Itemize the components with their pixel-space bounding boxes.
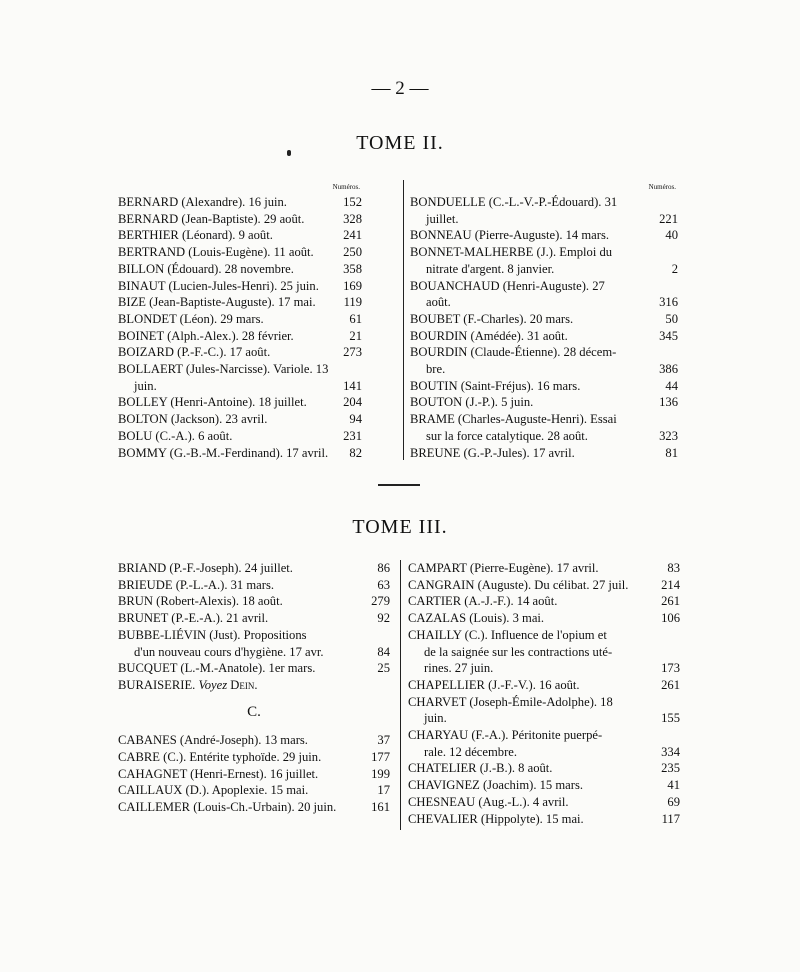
entry-number: 92 bbox=[377, 611, 390, 626]
index-entry bbox=[408, 593, 680, 610]
entry-number: 25 bbox=[377, 661, 390, 676]
index-entry bbox=[410, 311, 678, 328]
entry-name: CHAILLY (C.). Influence de l'opium et bbox=[408, 627, 607, 642]
tome-3-title: TOME III. bbox=[352, 516, 448, 538]
entry-name: CHAVIGNEZ (Joachim). 15 mars. bbox=[408, 778, 584, 793]
index-entry bbox=[410, 361, 678, 378]
entry-name: BOLLEY (Henri-Antoine). 18 juillet. bbox=[118, 395, 307, 410]
entry-name: juin. bbox=[424, 711, 447, 726]
index-entry bbox=[408, 627, 680, 644]
index-entry bbox=[408, 644, 680, 661]
entry-name: BOURDIN (Amédée). 31 août. bbox=[410, 328, 568, 343]
index-entry bbox=[118, 211, 362, 228]
entry-number bbox=[654, 694, 680, 711]
index-entry bbox=[118, 328, 362, 345]
tome-2-divider bbox=[403, 180, 404, 460]
entry-number: 173 bbox=[661, 661, 680, 676]
entry-name: BERTHIER (Léonard). 9 août. bbox=[118, 228, 273, 243]
entry-number: 199 bbox=[371, 766, 390, 781]
index-entry bbox=[118, 261, 362, 278]
entry-number: 94 bbox=[349, 412, 362, 427]
index-entry bbox=[118, 194, 362, 211]
entry-number: 386 bbox=[659, 362, 678, 377]
numeros-header: Numéros. bbox=[332, 183, 360, 191]
entry-name: BERTRAND (Louis-Eugène). 11 août. bbox=[118, 245, 314, 260]
index-entry bbox=[410, 211, 678, 228]
entry-name: BOUTON (J.-P.). 5 juin. bbox=[410, 395, 534, 410]
entry-number bbox=[654, 727, 680, 744]
index-entry bbox=[410, 428, 678, 445]
index-entry bbox=[118, 244, 362, 261]
index-entry bbox=[118, 411, 362, 428]
entry-name: CHATELIER (J.-B.). 8 août. bbox=[408, 761, 553, 776]
entry-number: 345 bbox=[659, 328, 678, 343]
index-entry bbox=[410, 194, 678, 211]
entry-name: BRUN (Robert-Alexis). 18 août. bbox=[118, 594, 283, 609]
index-entry bbox=[408, 760, 680, 777]
entry-number: 231 bbox=[343, 428, 362, 443]
index-entry bbox=[410, 394, 678, 411]
index-entry bbox=[410, 294, 678, 311]
index-entry bbox=[118, 732, 390, 749]
entry-name: rale. 12 décembre. bbox=[424, 744, 518, 759]
index-entry bbox=[408, 577, 680, 594]
entry-name: BOUANCHAUD (Henri-Auguste). 27 bbox=[410, 278, 605, 293]
index-entry bbox=[118, 782, 390, 799]
entry-name: BOMMY (G.-B.-M.-Ferdinand). 17 avril. bbox=[118, 445, 329, 460]
index-entry bbox=[408, 727, 680, 744]
index-entry bbox=[410, 445, 678, 462]
index-entry bbox=[118, 749, 390, 766]
entry-number: 83 bbox=[667, 561, 680, 575]
entry-name: BRIAND (P.-F.-Joseph). 24 juillet. bbox=[118, 561, 293, 575]
entry-name: CAMPART (Pierre-Eugène). 17 avril. bbox=[408, 561, 599, 575]
tome-3-right-column bbox=[408, 560, 680, 827]
entry-number: 177 bbox=[371, 750, 390, 765]
entry-name: BOINET (Alph.-Alex.). 28 février. bbox=[118, 328, 294, 343]
entry-name: bre. bbox=[426, 362, 446, 377]
page-number: — 2 — bbox=[371, 78, 429, 99]
entry-name: CABANES (André-Joseph). 13 mars. bbox=[118, 733, 308, 748]
entry-number: 117 bbox=[661, 811, 680, 826]
entry-number: 63 bbox=[377, 577, 390, 592]
entry-number: 261 bbox=[661, 677, 680, 692]
entry-name: BERNARD (Jean-Baptiste). 29 août. bbox=[118, 211, 305, 226]
index-entry bbox=[118, 311, 362, 328]
index-entry bbox=[408, 777, 680, 794]
entry-name: BOUBET (F.-Charles). 20 mars. bbox=[410, 311, 574, 326]
entry-name: BOLU (C.-A.). 6 août. bbox=[118, 428, 233, 443]
index-entry bbox=[408, 694, 680, 711]
entry-name: CANGRAIN (Auguste). Du célibat. 27 juil. bbox=[408, 577, 629, 592]
entry-number bbox=[652, 344, 678, 361]
numeros-header: Numéros. bbox=[648, 183, 676, 191]
entry-name: CHESNEAU (Aug.-L.). 4 avril. bbox=[408, 794, 569, 809]
entry-number: 241 bbox=[343, 228, 362, 243]
tome-3-divider bbox=[400, 560, 401, 830]
index-entry bbox=[408, 560, 680, 577]
index-entry bbox=[118, 361, 362, 378]
entry-number: 169 bbox=[343, 278, 362, 293]
index-entry bbox=[410, 227, 678, 244]
cross-reference: Dein. bbox=[227, 677, 258, 692]
entry-number: 214 bbox=[661, 577, 680, 592]
entry-name: BURAISERIE. Voyez Dein. bbox=[118, 677, 258, 692]
index-entry bbox=[408, 710, 680, 727]
entry-name: BINAUT (Lucien-Jules-Henri). 25 juin. bbox=[118, 278, 319, 293]
entry-name: juin. bbox=[134, 378, 157, 393]
section-c-heading: C. bbox=[247, 703, 261, 720]
index-entry bbox=[118, 344, 362, 361]
entry-number: 37 bbox=[377, 733, 390, 748]
entries-b bbox=[118, 560, 390, 694]
entry-number: 86 bbox=[377, 561, 390, 575]
entry-name: CAZALAS (Louis). 3 mai. bbox=[408, 611, 545, 626]
entry-name: CHARYAU (F.-A.). Péritonite puerpé- bbox=[408, 728, 603, 743]
index-entry bbox=[118, 577, 390, 594]
entry-name: BRUNET (P.-E.-A.). 21 avril. bbox=[118, 611, 269, 626]
entry-name: BONNET-MALHERBE (J.). Emploi du bbox=[410, 245, 613, 260]
index-entry bbox=[408, 794, 680, 811]
entry-name: BOIZARD (P.-F.-C.). 17 août. bbox=[118, 345, 271, 360]
entry-name: BIZE (Jean-Baptiste-Auguste). 17 mai. bbox=[118, 295, 316, 310]
index-entry bbox=[410, 244, 678, 261]
index-entry bbox=[408, 811, 680, 828]
entry-number: 17 bbox=[377, 783, 390, 798]
entry-name: BERNARD (Alexandre). 16 juin. bbox=[118, 195, 287, 209]
entry-name: sur la force catalytique. 28 août. bbox=[426, 428, 588, 443]
entry-number bbox=[654, 644, 680, 661]
entry-number: 235 bbox=[661, 761, 680, 776]
entry-number bbox=[652, 194, 678, 211]
index-entry bbox=[408, 660, 680, 677]
entry-name: BRIEUDE (P.-L.-A.). 31 mars. bbox=[118, 577, 275, 592]
index-entry bbox=[410, 344, 678, 361]
entry-name: BUBBE-LIÉVIN (Just). Propositions bbox=[118, 627, 307, 642]
index-entry bbox=[410, 261, 678, 278]
entry-number: 106 bbox=[661, 611, 680, 626]
index-entry bbox=[118, 560, 390, 577]
entry-number: 155 bbox=[661, 711, 680, 726]
entry-number bbox=[364, 627, 390, 644]
entry-name: CAILLEMER (Louis-Ch.-Urbain). 20 juin. bbox=[118, 800, 337, 815]
entry-name: BRAME (Charles-Auguste-Henri). Essai bbox=[410, 412, 617, 427]
entry-number bbox=[654, 627, 680, 644]
index-entry bbox=[408, 744, 680, 761]
index-entry bbox=[410, 328, 678, 345]
entry-name: BOUTIN (Saint-Fréjus). 16 mars. bbox=[410, 378, 581, 393]
index-entry bbox=[118, 644, 390, 661]
entry-number: 69 bbox=[667, 794, 680, 809]
index-entry bbox=[118, 378, 362, 395]
entry-number: 82 bbox=[349, 445, 362, 460]
index-entry bbox=[408, 610, 680, 627]
index-entry bbox=[118, 445, 362, 462]
entry-name: CHAPELLIER (J.-F.-V.). 16 août. bbox=[408, 677, 580, 692]
ink-mark bbox=[287, 150, 291, 156]
entry-number bbox=[364, 677, 390, 694]
entry-name: nitrate d'argent. 8 janvier. bbox=[426, 261, 555, 276]
entry-number: 40 bbox=[665, 228, 678, 243]
index-entry bbox=[118, 294, 362, 311]
entry-number: 334 bbox=[661, 744, 680, 759]
index-entry bbox=[118, 627, 390, 644]
index-entry bbox=[410, 278, 678, 295]
entry-name: BONDUELLE (C.-L.-V.-P.-Édouard). 31 bbox=[410, 195, 618, 209]
entry-name: août. bbox=[426, 295, 451, 310]
entry-number: 21 bbox=[349, 328, 362, 343]
entry-number bbox=[336, 361, 362, 378]
entry-number bbox=[652, 411, 678, 428]
index-entry bbox=[118, 593, 390, 610]
entry-name: CABRE (C.). Entérite typhoïde. 29 juin. bbox=[118, 750, 322, 765]
tome-2-title: TOME II. bbox=[356, 132, 444, 154]
entry-name: juillet. bbox=[426, 211, 459, 226]
entry-number: 50 bbox=[665, 311, 678, 326]
index-entry bbox=[118, 660, 390, 677]
entry-name: de la saignée sur les contractions uté- bbox=[424, 644, 613, 659]
entry-number: 261 bbox=[661, 594, 680, 609]
index-entry bbox=[410, 378, 678, 395]
entry-name: BILLON (Édouard). 28 novembre. bbox=[118, 261, 294, 276]
index-entry bbox=[118, 227, 362, 244]
entry-number: 61 bbox=[349, 311, 362, 326]
entry-number: 204 bbox=[343, 395, 362, 410]
entry-name: d'un nouveau cours d'hygiène. 17 avr. bbox=[134, 644, 324, 659]
index-entry bbox=[118, 677, 390, 694]
entry-number: 119 bbox=[343, 295, 362, 310]
entry-number: 250 bbox=[343, 245, 362, 260]
section-separator bbox=[378, 484, 420, 486]
entry-number: 2 bbox=[671, 261, 678, 276]
entry-name: CARTIER (A.-J.-F.). 14 août. bbox=[408, 594, 558, 609]
entry-number: 161 bbox=[371, 800, 390, 815]
entry-number: 358 bbox=[343, 261, 362, 276]
entry-name: CHEVALIER (Hippolyte). 15 mai. bbox=[408, 811, 584, 826]
tome-2-left-column bbox=[118, 180, 362, 461]
index-entry bbox=[410, 411, 678, 428]
entry-number: 41 bbox=[667, 778, 680, 793]
entry-name: BOURDIN (Claude-Étienne). 28 décem- bbox=[410, 345, 617, 360]
entry-number: 81 bbox=[665, 445, 678, 460]
entry-number: 84 bbox=[377, 644, 390, 659]
tome-3-left-column bbox=[118, 560, 390, 816]
entry-number: 273 bbox=[343, 345, 362, 360]
entry-number: 323 bbox=[659, 428, 678, 443]
entry-number bbox=[652, 244, 678, 261]
entry-name: CAILLAUX (D.). Apoplexie. 15 mai. bbox=[118, 783, 309, 798]
index-entry bbox=[408, 677, 680, 694]
entry-name: BUCQUET (L.-M.-Anatole). 1er mars. bbox=[118, 661, 316, 676]
entry-name: BOLTON (Jackson). 23 avril. bbox=[118, 412, 268, 427]
tome-2-right-column bbox=[410, 180, 678, 461]
index-entry bbox=[118, 278, 362, 295]
entry-name: BONNEAU (Pierre-Auguste). 14 mars. bbox=[410, 228, 610, 243]
voyez-label: Voyez bbox=[198, 677, 228, 692]
entry-number: 152 bbox=[343, 195, 362, 209]
entry-number: 136 bbox=[659, 395, 678, 410]
entry-number: 141 bbox=[343, 378, 362, 393]
entries-c bbox=[118, 732, 390, 816]
entry-number: 44 bbox=[665, 378, 678, 393]
entry-number: 221 bbox=[659, 211, 678, 226]
index-entry bbox=[118, 394, 362, 411]
entry-name: BREUNE (G.-P.-Jules). 17 avril. bbox=[410, 445, 575, 460]
entry-name: CAHAGNET (Henri-Ernest). 16 juillet. bbox=[118, 766, 319, 781]
index-entry bbox=[118, 799, 390, 816]
entry-number bbox=[652, 278, 678, 295]
entry-name: BOLLAERT (Jules-Narcisse). Variole. 13 bbox=[118, 362, 329, 377]
entry-number: 328 bbox=[343, 211, 362, 226]
index-entry bbox=[118, 428, 362, 445]
entry-number: 279 bbox=[371, 594, 390, 609]
entry-name: BLONDET (Léon). 29 mars. bbox=[118, 311, 264, 326]
index-entry bbox=[118, 766, 390, 783]
entry-name: CHARVET (Joseph-Émile-Adolphe). 18 bbox=[408, 694, 613, 709]
index-entry bbox=[118, 610, 390, 627]
entry-name: rines. 27 juin. bbox=[424, 661, 494, 676]
entry-number: 316 bbox=[659, 295, 678, 310]
